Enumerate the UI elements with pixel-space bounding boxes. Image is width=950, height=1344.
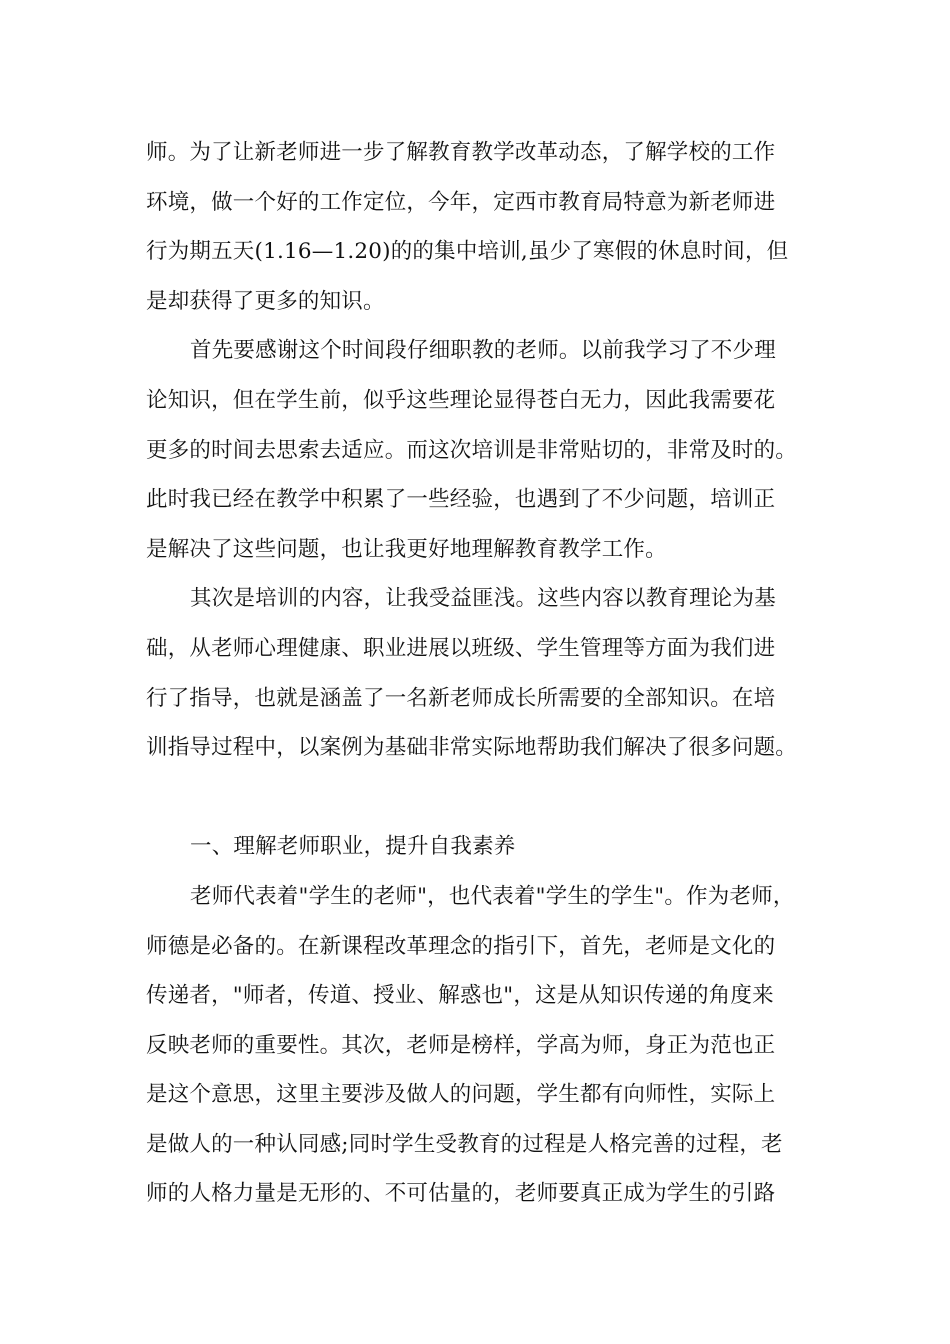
text-line: 是却获得了更多的知识。 [146, 288, 385, 314]
paragraph-spacer [146, 773, 826, 823]
paragraph-intro [146, 128, 826, 326]
text-line: 师的人格力量是无形的、不可估量的，老师要真正成为学生的引路 [146, 1181, 776, 1207]
text-line: 行为期五天(1.16—1.20)的的集中培训,虽少了寒假的休息时间，但 [146, 239, 789, 265]
paragraph-thanks [146, 326, 826, 574]
text-line: 师德是必备的。在新课程改革理念的指引下，首先，老师是文化的 [146, 933, 776, 959]
text-line: 训指导过程中，以案例为基础非常实际地帮助我们解决了很多问题。 [146, 735, 798, 761]
section-heading [146, 822, 826, 872]
text-line: 是解决了这些问题，也让我更好地理解教育教学工作。 [146, 536, 667, 562]
text-line: 环境，做一个好的工作定位，今年，定西市教育局特意为新老师进 [146, 189, 776, 215]
text-line: 师。为了让新老师进一步了解教育教学改革动态，了解学校的工作 [146, 140, 776, 165]
heading-text: 一、理解老师职业，提升自我素养 [190, 834, 516, 860]
text-line: 行了指导，也就是涵盖了一名新老师成长所需要的全部知识。在培 [146, 685, 776, 711]
text-line: 更多的时间去思索去适应。而这次培训是非常贴切的，非常及时的。 [146, 437, 798, 463]
text-line: 首先要感谢这个时间段仔细职教的老师。以前我学习了不少理 [190, 338, 776, 364]
text-line: 反映老师的重要性。其次，老师是榜样，学高为师，身正为范也正 [146, 1032, 776, 1058]
paragraph-content [146, 574, 826, 772]
text-line: 论知识，但在学生前，似乎这些理论显得苍白无力，因此我需要花 [146, 387, 776, 413]
text-line: 传递者，"师者，传道、授业、解惑也"，这是从知识传递的角度来 [146, 983, 774, 1009]
paragraph-teacher-role [146, 872, 826, 1219]
text-line: 老师代表着"学生的老师"，也代表着"学生的学生"。作为老师， [190, 883, 795, 909]
text-line: 是这个意思，这里主要涉及做人的问题，学生都有向师性，实际上 [146, 1082, 776, 1108]
text-line: 此时我已经在教学中积累了一些经验，也遇到了不少问题，培训正 [146, 487, 776, 513]
text-line: 其次是培训的内容，让我受益匪浅。这些内容以教育理论为基 [190, 586, 776, 612]
text-line: 础，从老师心理健康、职业进展以班级、学生管理等方面为我们进 [146, 635, 776, 661]
document-body [146, 128, 826, 1219]
text-line: 是做人的一种认同感;同时学生受教育的过程是人格完善的过程，老 [146, 1131, 783, 1157]
